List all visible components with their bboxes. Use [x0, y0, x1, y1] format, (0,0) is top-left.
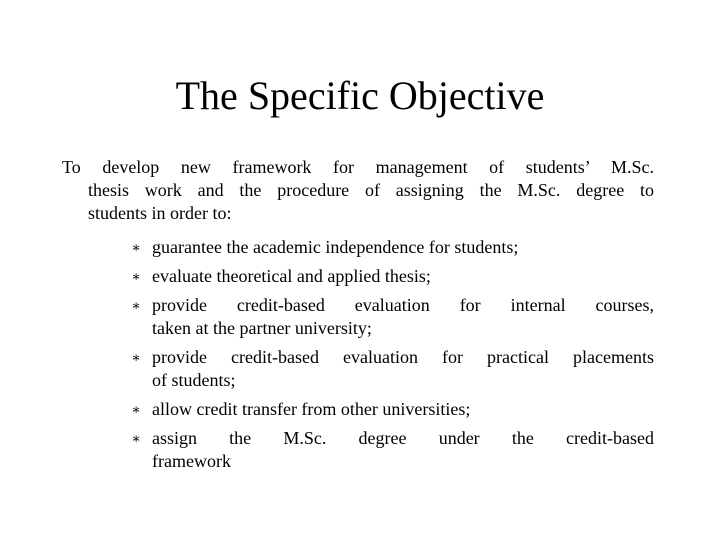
list-item-text: provide credit-based evaluation for internal courses, — [152, 295, 654, 315]
asterisk-icon: ∗ — [131, 403, 141, 418]
list-item-text: of students; — [152, 370, 236, 390]
asterisk-icon: ∗ — [131, 299, 141, 314]
intro-paragraph — [62, 156, 654, 225]
list-item-text: taken at the partner university; — [152, 318, 372, 338]
page-title: The Specific Objective — [175, 73, 545, 118]
asterisk-icon: ∗ — [131, 241, 141, 256]
list-item — [128, 236, 654, 259]
intro-line: students in order to: — [88, 203, 232, 223]
list-item — [128, 346, 654, 392]
intro-line: To develop new framework for management of students’ M.Sc. — [62, 157, 654, 177]
intro-line: thesis work and the procedure of assigning the M.Sc. degree to — [88, 180, 654, 200]
list-item-text: assign the M.Sc. degree under the credit-based — [152, 428, 654, 448]
list-item — [128, 398, 654, 421]
list-item-text: provide credit-based evaluation for practical placements — [152, 347, 654, 367]
list-item — [128, 427, 654, 473]
list-item-text: framework — [152, 451, 231, 471]
list-item — [128, 294, 654, 340]
list-item-text: guarantee the academic independence for students; — [152, 237, 519, 257]
list-item — [128, 265, 654, 288]
asterisk-icon: ∗ — [131, 432, 141, 447]
asterisk-icon: ∗ — [131, 270, 141, 285]
list-item-text: evaluate theoretical and applied thesis; — [152, 266, 431, 286]
objective-list — [128, 236, 654, 479]
asterisk-icon: ∗ — [131, 351, 141, 366]
list-item-text: allow credit transfer from other universities; — [152, 399, 471, 419]
